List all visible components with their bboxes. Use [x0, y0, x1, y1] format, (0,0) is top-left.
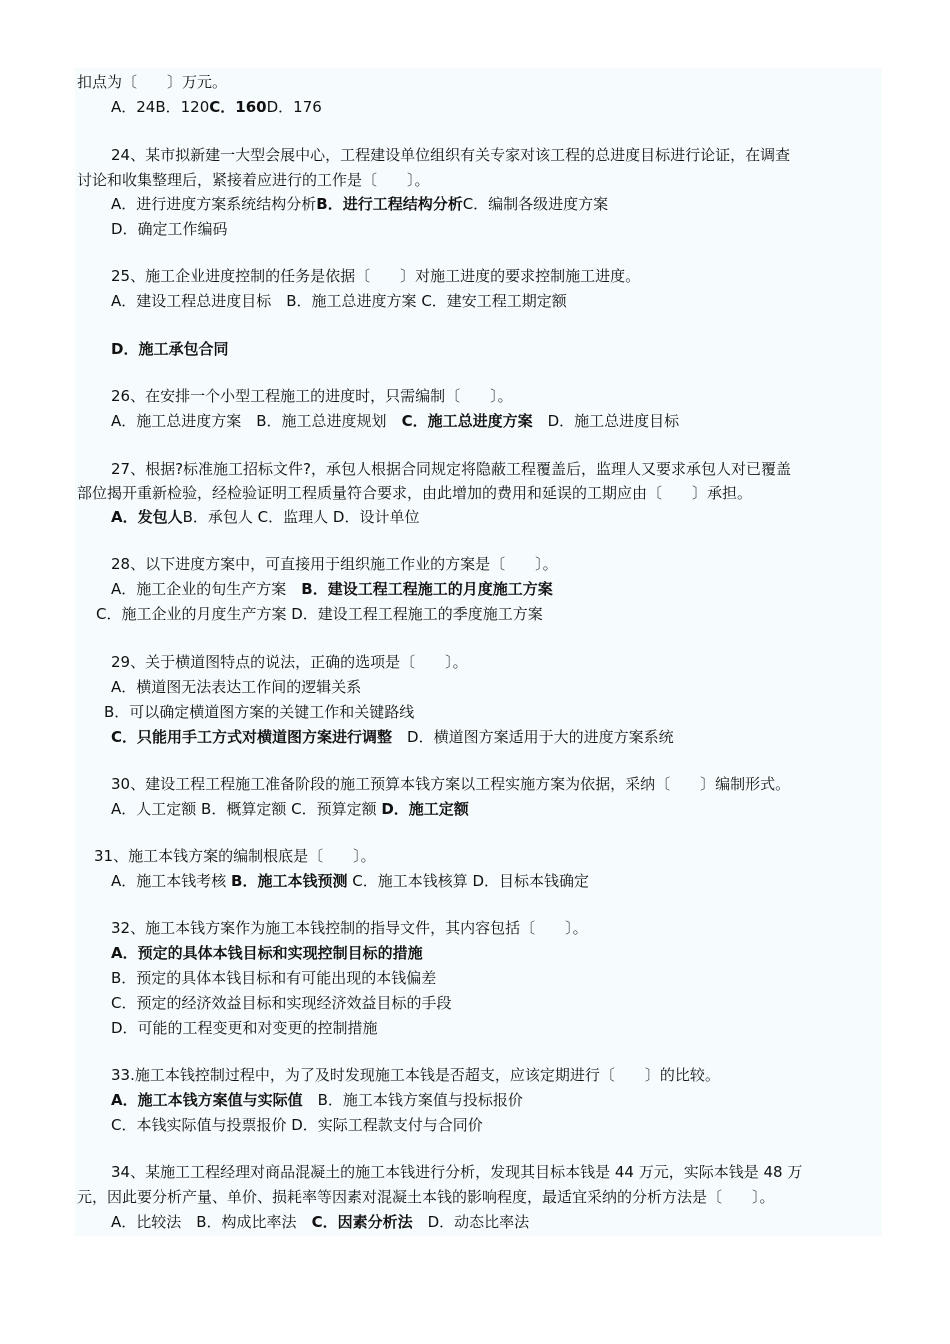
q32-option-d: D．可能的工程变更和对变更的控制措施: [111, 1019, 378, 1037]
q26-stem: 26、在安排一个小型工程施工的进度时，只需编制〔 〕。: [111, 387, 513, 405]
q32-answer: A．预定的具体本钱目标和实现控制目标的措施: [111, 944, 423, 962]
q24-answer: B．进行工程结构分析: [316, 195, 463, 213]
q25-stem: 25、施工企业进度控制的任务是依据〔 〕对施工进度的要求控制施工进度。: [111, 267, 641, 285]
q24-stem: 24、某市拟新建一大型会展中心，工程建设单位组织有关专家对该工程的总进度目标进行论证，在调查: [111, 146, 791, 164]
q23-stem-tail: 扣点为〔 〕万元。: [77, 73, 228, 91]
q29-stem: 29、关于横道图特点的说法，正确的选项是〔 〕。: [111, 653, 468, 671]
q29-options-c-d: C．只能用手工方式对横道图方案进行调整 D．横道图方案适用于大的进度方案系统: [111, 728, 674, 746]
q30-answer: D．施工定额: [381, 800, 469, 818]
q34-answer: C．因素分析法: [311, 1213, 413, 1231]
q23-options: A．24B．120C．160D．176: [111, 98, 322, 116]
q27-options: A．发包人B．承包人 C．监理人 D．设计单位: [111, 508, 420, 526]
q28-options-c-d: C．施工企业的月度生产方案 D．建设工程工程施工的季度施工方案: [96, 605, 543, 623]
q24-option-d: D．确定工作编码: [111, 220, 228, 238]
q33-stem: 33.施工本钱控制过程中，为了及时发现施工本钱是否超支，应该定期进行〔 〕的比较。: [111, 1066, 720, 1084]
q27-stem: 27、根据?标准施工招标文件?，承包人根据合同规定将隐蔽工程覆盖后，监理人又要求承包人对已覆盖: [111, 460, 792, 478]
q29-option-a: A．横道图无法表达工作间的逻辑关系: [111, 678, 362, 696]
q33-options-c-d: C．本钱实际值与投票报价 D．实际工程款支付与合同价: [111, 1116, 483, 1134]
q25-options-a-c: A．建设工程总进度目标 B．施工总进度方案 C．建安工程工期定额: [111, 292, 567, 310]
q27-answer: A．发包人: [111, 508, 183, 526]
q29-option-b: B．可以确定横道图方案的关键工作和关键路线: [104, 703, 415, 721]
q29-answer: C．只能用手工方式对横道图方案进行调整: [111, 728, 393, 746]
q27-stem-cont: 部位揭开重新检验，经检验证明工程质量符合要求，由此增加的费用和延误的工期应由〔 〕承担。: [77, 484, 753, 502]
q33-answer: A．施工本钱方案值与实际值: [111, 1091, 303, 1109]
q30-options: A．人工定额 B．概算定额 C．预算定额 D．施工定额: [111, 800, 469, 818]
q34-stem: 34、某施工工程经理对商品混凝土的施工本钱进行分析，发现其目标本钱是 44 万元，实际本钱是 48 万: [111, 1163, 803, 1181]
q23-answer: C．160: [209, 98, 267, 116]
q25-answer: D．施工承包合同: [111, 340, 229, 358]
q32-stem: 32、施工本钱方案作为施工本钱控制的指导文件，其内容包括〔 〕。: [111, 919, 588, 937]
q28-answer: B．建设工程工程施工的月度施工方案: [301, 580, 553, 598]
q31-options: A．施工本钱考核 B．施工本钱预测 C．施工本钱核算 D．目标本钱确定: [111, 872, 590, 890]
q32-option-c: C．预定的经济效益目标和实现经济效益目标的手段: [111, 994, 452, 1012]
q34-stem-cont: 元，因此要分析产量、单价、损耗率等因素对混凝土本钱的影响程度，最适宜采纳的分析方法是〔 〕。: [77, 1188, 775, 1206]
q32-option-b: B．预定的具体本钱目标和有可能出现的本钱偏差: [111, 969, 437, 987]
q30-stem: 30、建设工程工程施工准备阶段的施工预算本钱方案以工程实施方案为依据，采纳〔 〕编制形式。: [111, 775, 791, 793]
q31-answer: B．施工本钱预测: [231, 872, 348, 890]
q28-options-a-b: A．施工企业的旬生产方案 B．建设工程工程施工的月度施工方案: [111, 580, 553, 598]
q24-options-a-c: A．进行进度方案系统结构分析B．进行工程结构分析C．编制各级进度方案: [111, 195, 609, 213]
q31-stem: 31、施工本钱方案的编制根底是〔 〕。: [94, 847, 376, 865]
q26-options: A．施工总进度方案 B．施工总进度规划 C．施工总进度方案 D．施工总进度目标: [111, 412, 680, 430]
q34-options: A．比较法 B．构成比率法 C．因素分析法 D．动态比率法: [111, 1213, 530, 1231]
q28-stem: 28、以下进度方案中，可直接用于组织施工作业的方案是〔 〕。: [111, 555, 558, 573]
q26-answer: C．施工总进度方案: [401, 412, 533, 430]
q33-options-a-b: A．施工本钱方案值与实际值 B．施工本钱方案值与投标报价: [111, 1091, 523, 1109]
q24-stem-cont: 讨论和收集整理后，紧接着应进行的工作是〔 〕。: [77, 171, 430, 189]
